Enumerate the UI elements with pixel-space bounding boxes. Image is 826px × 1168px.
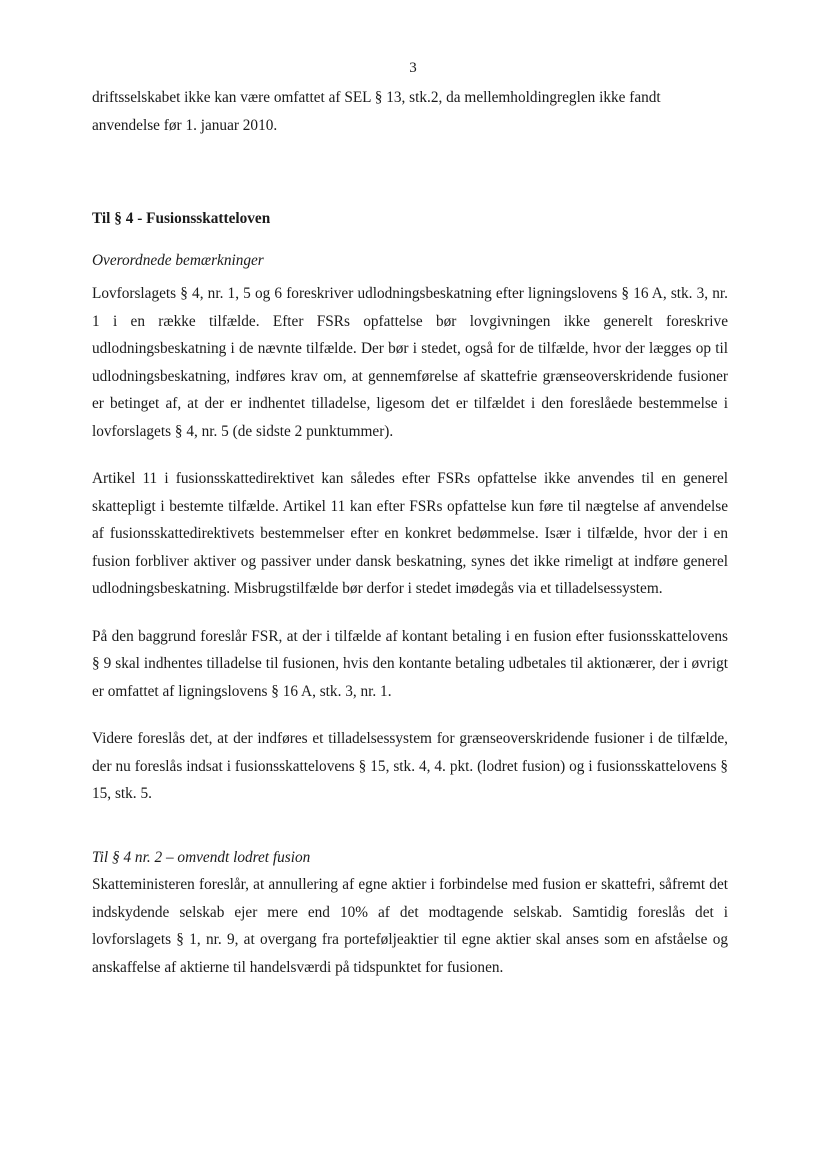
body-paragraph-3: På den baggrund foreslår FSR, at der i tilfælde af kontant betaling i en fusion efter fusionsskattelovens § 9 skal indhentes tilladelse til fusionen, hvis den kontante betaling udbetales til aktionærer, der i øvrigt er omfattet af ligningslovens § 16 A, stk. 3, nr. 1. [92, 627, 728, 700]
section-heading-omvendt-lodret-fusion: Til § 4 nr. 2 – omvendt lodret fusion [92, 848, 311, 866]
intro-paragraph: driftsselskabet ikke kan være omfattet af SEL § 13, stk.2, da mellemholdingreglen ikke fandt anvendelse før 1. januar 2010. [92, 89, 661, 134]
body-paragraph-2: Artikel 11 i fusionsskattedirektivet kan således efter FSRs opfattelse ikke anvendes til en generel skattepligt i bestemte tilfælde. Artikel 11 kan efter FSRs opfattelse kun føre til nægtelse af anvendelse af fusionsskattedirektivets bestemmelser efter en konkret bedømmelse. Især i tilfælde, hvor der i en fusion forbliver aktiver og passiver under dansk beskatning, synes det ikke rimeligt at indføre generel udlodningsbeskatning. Misbrugstilfælde bør derfor i stedet imødegås via et tilladelsessystem. [92, 470, 728, 597]
document-body [92, 84, 728, 981]
section-heading-fusionsskatteloven: Til § 4 - Fusionsskatteloven [92, 210, 271, 227]
page-number: 3 [409, 60, 417, 76]
body-paragraph-4: Videre foreslås det, at der indføres et tilladelsessystem for grænseoverskridende fusioner i de tilfælde, der nu foreslås indsat i fusionsskattelovens § 15, stk. 4, 4. pkt. (lodret fusion) og i fusionsskattelovens § 15, stk. 5. [92, 730, 728, 802]
body-paragraph-1: Lovforslagets § 4, nr. 1, 5 og 6 foreskriver udlodningsbeskatning efter ligningslovens § 16 A, stk. 3, nr. 1 i en række tilfælde. Efter FSRs opfattelse bør lovgivningen ikke generelt foreskrive udlodningsbeskatning i de nævnte tilfælde. Der bør i stedet, også for de tilfælde, hvor der lægges op til udlodningsbeskatning, indføres krav om, at gennemførelse af skattefrie grænseoverskridende fusioner er betinget af, at der er indhentet tilladelse, ligesom det er tilfældet i den foreslåede bestemmelse i lovforslagets § 4, nr. 5 (de sidste 2 punktummer). [92, 285, 728, 440]
subheading-overordnede-bemaerkninger: Overordnede bemærkninger [92, 251, 264, 269]
body-paragraph-5: Skatteministeren foreslår, at annullering af egne aktier i forbindelse med fusion er skattefri, såfremt det indskydende selskab ejer mere end 10% af det modtagende selskab. Samtidig foreslås det i lovforslagets § 1, nr. 9, at overgang fra porteføljeaktier til egne aktier skal anses som en afståelse og anskaffelse af aktierne til handelsværdi på tidspunktet for fusionen. [92, 876, 728, 976]
